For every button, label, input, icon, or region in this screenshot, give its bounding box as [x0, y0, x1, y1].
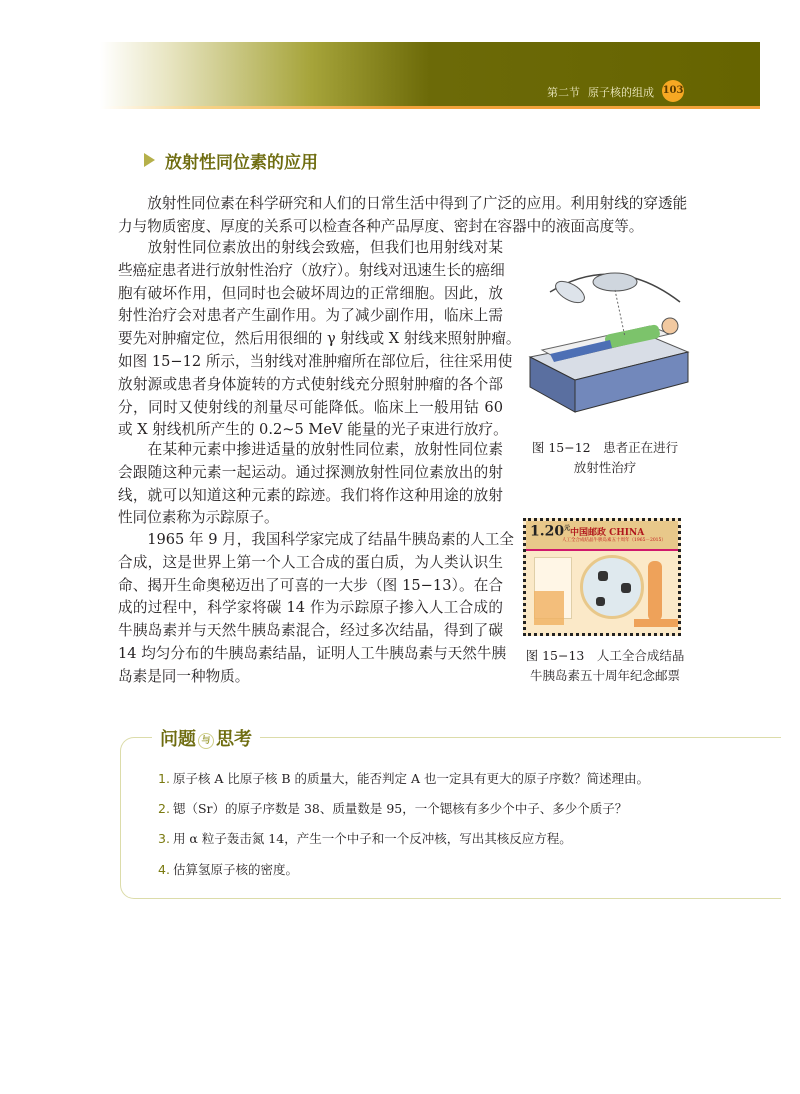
commemorative-stamp	[523, 518, 681, 636]
paragraph-line: 1965 年 9 月，我国科学家完成了结晶牛胰岛素的人工全	[118, 531, 515, 548]
title-part: 问题	[160, 729, 196, 750]
question-text: 锶（Sr）的原子序数是 38、质量数是 95，一个锶核有多少个中子、多少个质子？	[172, 801, 628, 816]
question-item	[158, 799, 627, 817]
question-number: 2.	[158, 801, 170, 816]
page-number: 103	[662, 80, 684, 102]
paragraph-line: 命、揭开生命奥秘迈出了可喜的一大步（图 15−13）。在合	[118, 576, 503, 594]
paragraph-line: 14 均匀分布的牛胰岛素结晶，证明人工牛胰岛素与天然牛胰	[118, 645, 507, 662]
section-label: 第二节	[547, 86, 580, 99]
triangle-bullet-icon	[144, 153, 155, 167]
paragraph-line: 些癌症患者进行放射性治疗（放疗）。射线对迅速生长的癌细	[118, 261, 505, 279]
paragraph-line: 性同位素称为示踪原子。	[118, 509, 279, 527]
question-text: 用 α 粒子轰击氮 14，产生一个中子和一个反冲核，写出其核反应方程。	[172, 831, 572, 846]
stamp-value: 1.20	[530, 523, 565, 540]
paragraph-line: 放射源或患者身体旋转的方式使射线充分照射肿瘤的各个部	[118, 375, 503, 393]
figure-15-12-caption	[510, 438, 700, 478]
caption-line: 放射性治疗	[573, 460, 637, 475]
caption-line: 牛胰岛素五十周年纪念邮票	[529, 668, 680, 683]
paragraph-line: 放射性同位素在科学研究和人们的日常生活中得到了广泛的应用。利用射线的穿透能	[118, 195, 688, 212]
question-number: 1.	[158, 771, 170, 786]
header-band	[100, 42, 760, 106]
paragraph-line: 射性治疗会对患者产生副作用。为了减少副作用，临床上需	[118, 307, 503, 325]
chapter-title: 原子核的组成	[588, 86, 654, 99]
figure-15-13-caption	[505, 646, 705, 686]
question-number: 4.	[158, 862, 170, 877]
paragraph-line: 岛素是同一种物质。	[118, 667, 250, 685]
paragraph-line: 在某种元素中掺进适量的放射性同位素，放射性同位素	[118, 441, 503, 458]
stamp-currency: 元	[564, 525, 571, 532]
stamp-country: 中国邮政 CHINA	[570, 528, 645, 538]
paragraph-line: 线，就可以知道这种元素的踪迹。我们将作这种用途的放射	[118, 486, 503, 504]
question-text: 估算氢原子核的密度。	[172, 862, 298, 877]
paragraph-line: 力与物质密度、厚度的关系可以检查各种产品厚度、密封在容器中的液面高度等。	[118, 217, 644, 235]
paragraph-line: 要先对肿瘤定位，然后用很细的 γ 射线或 X 射线来照射肿瘤。	[118, 330, 521, 348]
caption-line: 图 15−12 患者正在进行	[531, 440, 679, 455]
section-title: 放射性同位素的应用	[165, 153, 318, 173]
paragraph-line: 分，同时又使射线的剂量尽可能降低。临床上一般用钴 60	[118, 398, 503, 416]
crystal-circle	[580, 555, 644, 619]
stamp-subtitle: 人工全合成结晶牛胰岛素五十周年（1965－2015）	[562, 538, 666, 543]
question-text: 原子核 A 比原子核 B 的质量大，能否判定 A 也一定具有更大的原子序数？简述理由。	[172, 771, 650, 786]
paragraph-line: 会跟随这种元素一起运动。通过探测放射性同位素放出的射	[118, 463, 503, 481]
paragraph-line: 放射性同位素放出的射线会致癌，但我们也用射线对某	[118, 239, 503, 256]
radiotherapy-illustration	[520, 262, 692, 422]
title-part: 思考	[216, 729, 252, 750]
caption-line: 图 15−13 人工全合成结晶	[525, 648, 685, 663]
paragraph-line: 如图 15−12 所示，当射线对准肿瘤所在部位后，往往采用使	[118, 353, 513, 370]
paragraph-line: 合成，这是世界上第一个人工合成的蛋白质，为人类认识生	[118, 553, 503, 571]
question-item	[158, 769, 649, 787]
question-number: 3.	[158, 831, 170, 846]
running-header	[547, 84, 654, 100]
paragraph-line: 或 X 射线机所产生的 0.2~5 MeV 能量的光子束进行放疗。	[118, 421, 508, 439]
questions-title	[152, 725, 260, 751]
section-heading	[144, 148, 318, 173]
header-divider	[100, 106, 760, 109]
paragraph-line: 胞有破坏作用，但同时也会破坏周边的正常细胞。因此，放	[118, 284, 503, 302]
question-item	[158, 860, 298, 878]
paragraph-line: 成的过程中，科学家将碳 14 作为示踪原子掺入人工合成的	[118, 599, 503, 617]
title-link: 与	[198, 733, 214, 749]
paragraph-line: 牛胰岛素并与天然牛胰岛素混合，经过多次结晶，得到了碳	[118, 622, 503, 640]
question-item	[158, 829, 572, 847]
